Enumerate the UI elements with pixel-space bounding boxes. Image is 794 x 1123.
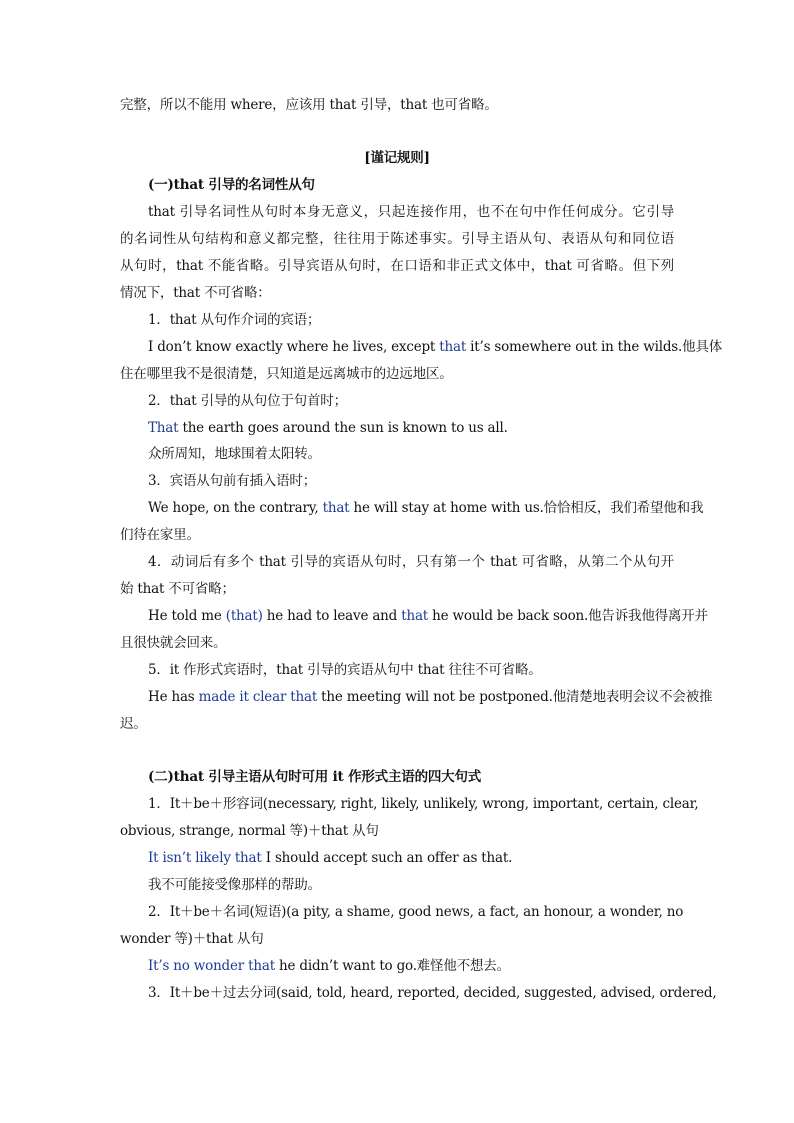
example-line	[148, 498, 704, 518]
example-text: he will stay at home with us.恰恰相反，我们希望他和我	[349, 500, 704, 516]
highlight-text: made it clear that	[198, 689, 318, 705]
rule-item: 2．It＋be＋名词(短语)(a pity, a shame, good news, a fact, an honour, a wonder, no	[148, 904, 684, 920]
example-text: I don’t know exactly where he lives, except	[148, 339, 440, 355]
rule-item: 5．it 作形式宾语时，that 引导的宾语从句中 that 往往不可省略。	[148, 662, 542, 678]
example-line	[148, 337, 723, 357]
example-text: We hope, on the contrary,	[148, 500, 323, 516]
rule-item: 4．动词后有多个 that 引导的宾语从句时，只有第一个 that 可省略，从第二个从句开	[148, 554, 674, 570]
text-line: 们待在家里。	[120, 527, 200, 543]
subsection-heading: (二)that 引导主语从句时可用 it 作形式主语的四大句式	[148, 769, 482, 785]
subsection-heading: (一)that 引导的名词性从句	[148, 177, 315, 193]
example-text: the earth goes around the sun is known to us all.	[178, 420, 508, 436]
translation-line: 我不可能接受像那样的帮助。	[148, 877, 321, 893]
rule-item: 3．It＋be＋过去分词(said, told, heard, reported, decided, suggested, advised, ordered,	[148, 985, 717, 1001]
example-text: he would be back soon.他告诉我他得离开并	[428, 608, 708, 624]
example-text: it’s somewhere out in the wilds.他具体	[466, 339, 723, 355]
highlight-text: that	[401, 608, 429, 624]
example-text: He told me	[148, 608, 226, 624]
text-line: 完整，所以不能用 where，应该用 that 引导，that 也可省略。	[120, 97, 498, 113]
highlight-text: (that)	[225, 608, 263, 624]
highlight-text: It isn’t likely that	[148, 850, 262, 866]
text-line: that 引导名词性从句时本身无意义，只起连接作用，也不在句中作任何成分。它引导	[148, 204, 674, 220]
text-line: 迟。	[120, 716, 147, 732]
example-text: I should accept such an offer as that.	[261, 850, 513, 866]
rule-item: 3．宾语从句前有插入语时；	[148, 473, 316, 489]
translation-line: 众所周知，地球围着太阳转。	[148, 446, 321, 462]
example-text: he didn’t want to go.难怪他不想去。	[274, 958, 510, 974]
text-line: 从句时，that 不能省略。引导宾语从句时，在口语和非正式文体中，that 可省略。但下列	[120, 258, 674, 274]
example-line	[148, 687, 713, 707]
highlight-text: that	[439, 339, 467, 355]
example-text: He has	[148, 689, 199, 705]
text-line: obvious, strange, normal 等)＋that 从句	[120, 823, 379, 839]
text-line: wonder 等)＋that 从句	[120, 931, 264, 947]
example-text: he had to leave and	[262, 608, 402, 624]
text-line: 始 that 不可省略；	[120, 581, 235, 597]
text-line: 住在哪里我不是很清楚，只知道是远离城市的边远地区。	[120, 366, 453, 382]
example-line	[148, 956, 674, 976]
section-heading: [谨记规则]	[364, 150, 430, 166]
example-line	[148, 606, 708, 626]
text-line: 情况下，that 不可省略：	[120, 285, 271, 301]
highlight-text: that	[322, 500, 350, 516]
highlight-text: It’s no wonder that	[148, 958, 275, 974]
rule-item: 1．It＋be＋形容词(necessary, right, likely, unlikely, wrong, important, certain, clear,	[148, 796, 699, 812]
rule-item: 1．that 从句作介词的宾语；	[148, 312, 321, 328]
example-line	[148, 418, 674, 438]
text-line: 且很快就会回来。	[120, 635, 227, 651]
highlight-text: That	[148, 420, 179, 436]
text-line: 的名词性从句结构和意义都完整，往往用于陈述事实。引导主语从句、表语从句和同位语	[120, 231, 674, 247]
example-line	[148, 848, 674, 868]
rule-item: 2．that 引导的从句位于句首时；	[148, 393, 347, 409]
example-text: the meeting will not be postponed.他清楚地表明会议不会被推	[317, 689, 713, 705]
